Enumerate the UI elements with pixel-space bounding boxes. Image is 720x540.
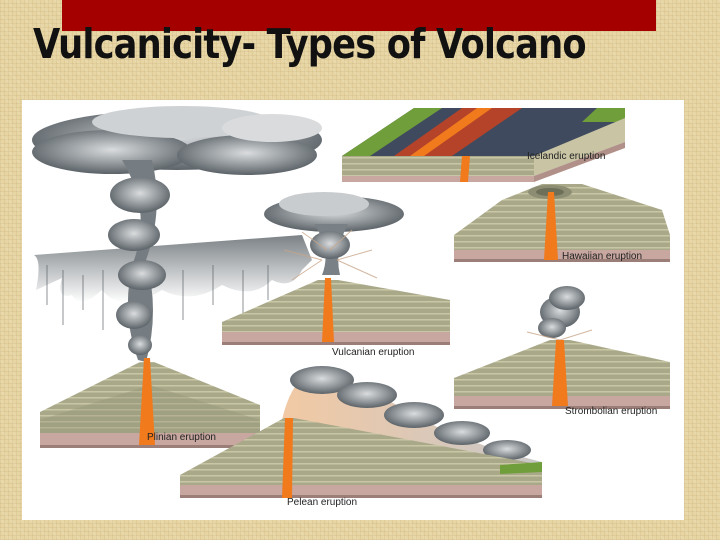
slide-title: Vulcanicity- Types of Volcano	[33, 20, 586, 68]
label-pelean: Pelean eruption	[287, 497, 358, 508]
label-strombolian: Strombolian eruption	[565, 406, 658, 417]
plinian-volcano	[32, 106, 322, 448]
label-hawaiian: Hawaiian eruption	[562, 251, 643, 262]
volcano-types-diagram	[22, 100, 684, 520]
strombolian-volcano	[454, 286, 670, 409]
label-plinian: Plinian eruption	[147, 432, 216, 443]
icelandic-volcano	[342, 108, 625, 182]
label-vulcanian: Vulcanian eruption	[332, 347, 415, 358]
label-icelandic: Icelandic eruption	[527, 151, 606, 162]
